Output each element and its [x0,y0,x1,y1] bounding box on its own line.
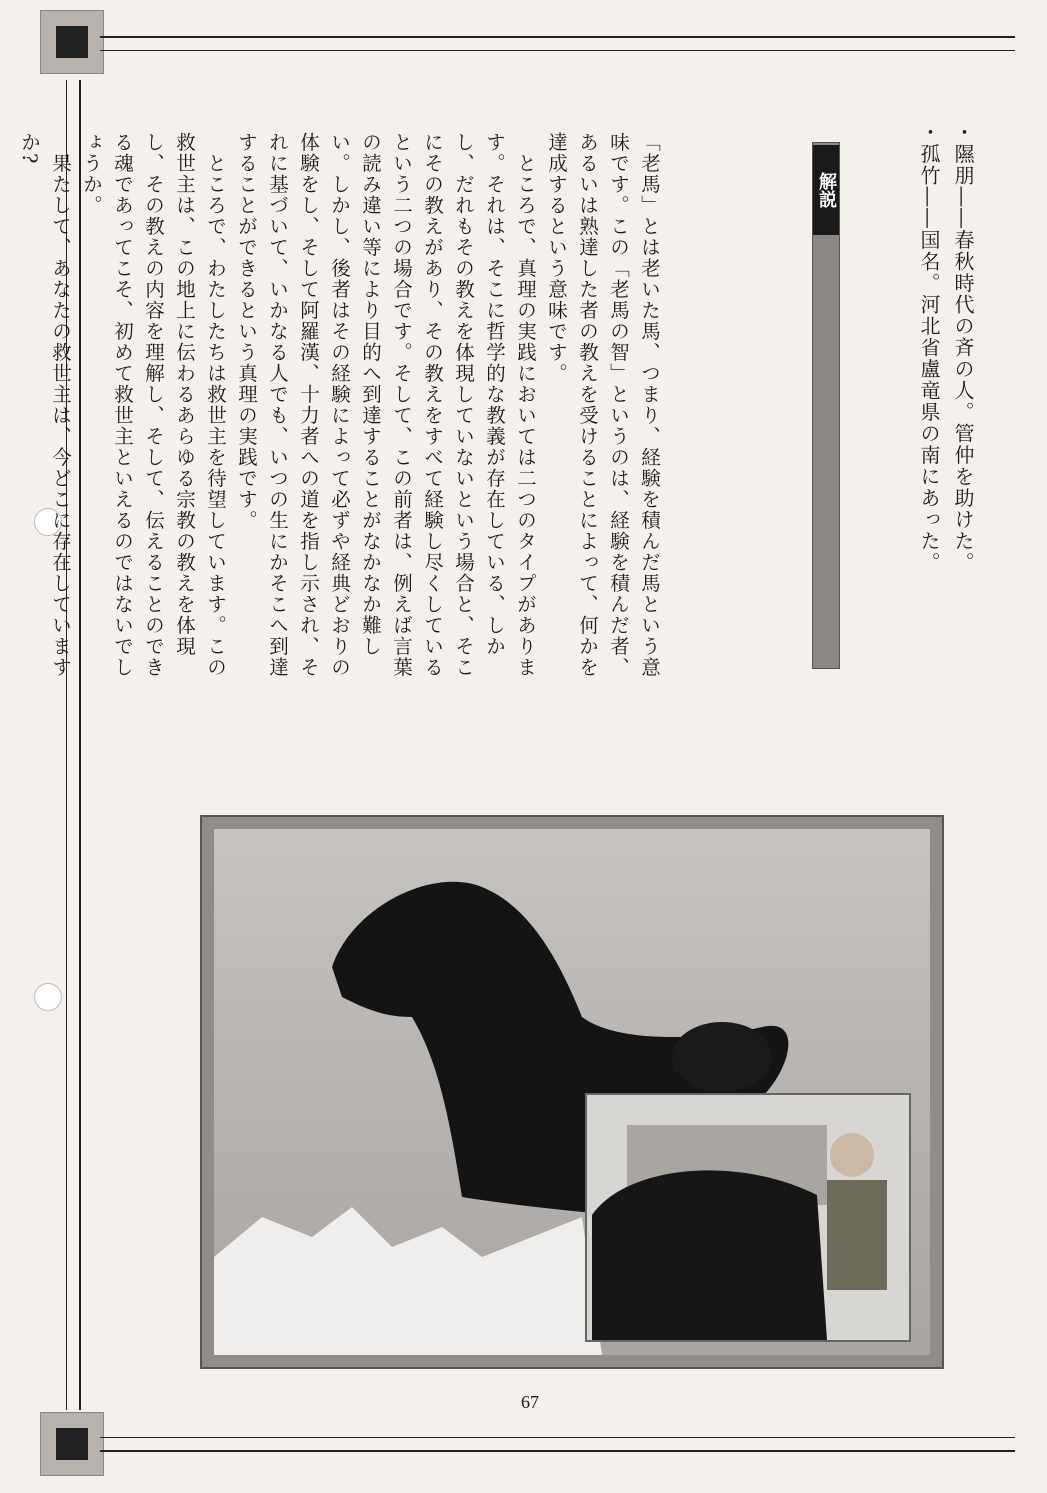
binder-hole [34,983,62,1011]
border-top [100,36,1015,51]
paragraph-1: 「老馬」とは老いた馬、つまり、経験を積んだ馬という意味です。この「老馬の智」というのは、経験を積んだ者、あるいは熟達した者の教えを受けることによって、何かを達成するという意味です。 [545,132,661,678]
section-label: 解説 [813,145,839,235]
page-number: 67 [521,1392,539,1412]
inset-photo [585,1093,911,1342]
note-2: ・孤竹――国名。河北省盧竜県の南にあった。 [917,122,941,574]
paragraph-2: ところで、真理の実践においては二つのタイプがあります。それは、そこに哲学的な教義が存在している、しかし、だれもその教えを体現していないという場合と、そこにその教えがあり、その教えをすべて経験し尽くしているという二つの場合です。そして、この前者は、例えば言葉の読み違い等により目的へ到達することがなかなか難しい。しかし、後者はその経験によって必ずや経典どおりの体験をし、そして阿羅漢、十力者への道を指し示され、それに基づいて、いかなる人でも、いつの生にかそこへ到達することができるという真理の実践です。 [235,132,537,678]
notes [905,122,980,682]
paragraph-4: 果たして、あなたの救世主は、今どこに存在していますか? [18,132,72,678]
border-bottom [100,1437,1015,1452]
corner-ornament-top [40,10,104,74]
corner-ornament-bottom [40,1412,104,1476]
rider-illustration [587,1095,909,1340]
section-bar [812,142,840,669]
paragraph-3: ところで、わたしたちは救世主を待望しています。この救世主は、この地上に伝わるあらゆる宗教の教えを体現し、その教えの内容を理解し、そして、伝えることのできる魂であってこそ、初めて救世主といえるのではないでしょうか。 [80,132,227,678]
commentary-text [18,132,665,682]
note-1: ・隰朋――春秋時代の斉の人。管仲を助けた。 [951,122,975,574]
